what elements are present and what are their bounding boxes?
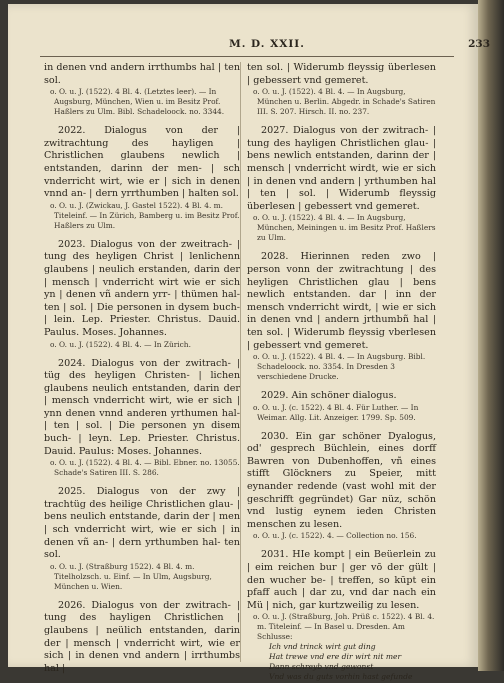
left-column: [44, 62, 240, 683]
entry-title: 2022. Dialogus von der | zwitrachtung des hayligen | Christlichen glaubens newlich | entstanden, darinn der men- | sch vnderricht wirt, wie er | sich in denen vnnd an- | dern yrrthumben | halten sol.: [44, 125, 240, 200]
entry-source-note: o. O. u. J. (1522). 4 Bl. 4. — Bibl. Ebner. no. 13055. Schade's Satiren III. S. 286.: [50, 458, 240, 478]
entry-source-note: o. O. u. J. (Zwickau, J. Gastel 1522). 4 Bl. 4. m. Titeleinf. — In Zürich, Bamberg u. im Besitz Prof. Haßlers zu Ulm.: [50, 200, 240, 230]
verse-line: Dann schreyb vnd gewonst: [269, 662, 374, 672]
catalog-entry: [247, 125, 436, 243]
entry-source-note: o. O. u. J. (c. 1522). 4. — Collection no. 156.: [253, 531, 417, 541]
catalog-entry: [44, 486, 240, 592]
entry-title: 2031. HIe kompt | ein Beüerlein zu | eim reichen bur | ger vō der gült | den wucher be- | treffen, so kūpt ein pfaff auch | dar zu, vnd dar nach ein Mü | nich, gar kurtzweilig zu lesen.: [247, 549, 436, 611]
entry-source-note: o. O. u. J. (c. 1522). 4 Bl. 4. Für Luther. — In Weimar. Allg. Lit. Anzeiger. 1799. Sp. 509.: [253, 402, 419, 422]
catalog-entry: [247, 549, 436, 682]
catalog-entry: [247, 251, 436, 382]
entry-source-note: o. O. u. J. (1522). 4 Bl. 4. — In Zürich.: [50, 339, 191, 349]
right-column: [240, 62, 436, 682]
catalog-entry: [247, 431, 436, 542]
entry-title: 2023. Dialogus von der zweitrach- | tung des heyligen Christ | lenlichenn glaubens | neulich erstanden, darin der | mensch | vnderricht wirt wie er sich yn | denen vñ andern yrr- | thümen hal- ten | sol. | Die personen in dysem buch- | lein. Lep. Priester. Christus. Dauid. Paulus. Moses. Johannes.: [44, 238, 240, 338]
entry-source-note: o. O. u. J. (Straßburg 1522). 4 Bl. 4. m. Titelholzsch. u. Einf. — In Ulm, Augsburg, München u. Wien.: [50, 561, 212, 591]
entry-title: ten sol. | Widerumb fleyssig überlesen | gebessert vnd gemeret.: [247, 62, 436, 86]
entry-source-note: o. O. u. J. (1522). 4 Bl. 4. — In Augsburg, München u. Berlin. Abgedr. in Schade's Satiren III. S. 207. Hirsch. II. no. 237.: [253, 87, 436, 117]
catalog-entry: [44, 358, 240, 479]
entry-title: 2025. Dialogus von der zwy | trachtüg des heilige Christlichen glau- | bens neulich entstande, darin der | men | sch vnderricht wirt, wie er sich | in denen vñ an- | dern yrthumben hal- ten sol.: [44, 486, 240, 561]
catalog-entry: [44, 62, 240, 117]
entry-source-note: o. O. u. J. (1522). 4 Bl. 4. — In Augsburg. Bibl. Schadeloock. no. 3354. In Dresden 3 verschiedene Drucke.: [253, 352, 426, 382]
entry-title: in denen vnd andern irrthumbs hal | ten sol.: [44, 62, 240, 86]
entry-title: 2028. Hierinnen reden zwo | person vonn der zwitrachtung | des heyligen Christlichen glau | bens newlich entstanden. dar | inn der mensch vnderricht wirdt, | wie er sich in denen vnd | andern jrthumbñ hal | ten sol. | Widerumb fleyssig vberlesen | gebessert vnd gemeret.: [247, 251, 436, 351]
page-header: [40, 38, 494, 52]
catalog-entry: [247, 62, 436, 117]
running-title: M. D. XXII.: [229, 38, 305, 50]
catalog-entry: [44, 239, 240, 350]
verse-line: Ich vnd trinck wirt gut ding: [269, 642, 376, 652]
entry-source-note: o. O. u. J. (1522). 4 Bl. 4. (Letztes leer). — In Augsburg, München, Wien u. im Besitz Prof. Haßlers zu Ulm. Bibl. Schadeloock. no. 3344.: [50, 87, 225, 117]
entry-title: 2026. Dialogus von der zwitrach- | tung des hayligen Christlichen | glaubens | neülich entstanden, darin der | mensch | vnderricht wirt, wie er sich | in denen vnd andern | irrthumbs hal |: [44, 599, 240, 674]
entry-title: 2027. Dialogus von der zwitrach- | tung des hayligen Christlichen glau- | bens newlich entstanden, darinn der | mensch | vnderricht wirdt, wie er sich | in denen vnd andern | yrthumben hal | ten | sol. | Widerumb fleyssig überlesen | gebessert vnd gemeret.: [247, 125, 436, 212]
catalog-entry: [44, 600, 240, 676]
entry-title: 2029. Ain schöner dialogus.: [261, 390, 397, 402]
entry-source-note: o. O. u. J. (1522). 4 Bl. 4. — In Augsburg, München, Meiningen u. im Besitz Prof. Haßlers zu Ulm.: [253, 213, 436, 243]
header-rule: [40, 56, 454, 57]
page-number: 233: [468, 38, 490, 50]
verse-line: Hat trewe vnd ere dir wirt nit mer: [269, 652, 402, 662]
entry-title: 2030. Ein gar schöner Dyalogus, od' gesprech Büchlein, eines dorff Bawren von Dubenhoffen, vñ eines stifft Glöckners zu Speier, mitt eynander redende (vast wohl mit der geschrifft gegründet) Gar nüz, schön vnd lustig eynem ieden Christen menschen zu lesen.: [247, 430, 436, 530]
entry-source-note: o. O. u. J. (Straßburg, Joh. Prüß c. 1522). 4 Bl. 4. m. Titeleinf. — In Basel u. Dresden. Am Schlusse:: [253, 612, 435, 642]
catalog-entry: [247, 390, 436, 423]
verse-line: Vnd was du guts vorhin hast gefunde: [269, 672, 413, 682]
catalog-entry: [44, 125, 240, 231]
entry-title: 2024. Dialogus von der zwitrach- | tüg des heyligen Christen- | lichen glaubens neulich entstanden, darin der | mensch vnderricht wirt, wie er sich | ynn denen vnnd anderen yrthumen hal- | ten | sol. | Die personen yn disem buch- | leyn. Lep. Priester. Christus. Dauid. Paulus: Moses. Johannes.: [44, 357, 240, 457]
book-spine: [478, 0, 504, 671]
